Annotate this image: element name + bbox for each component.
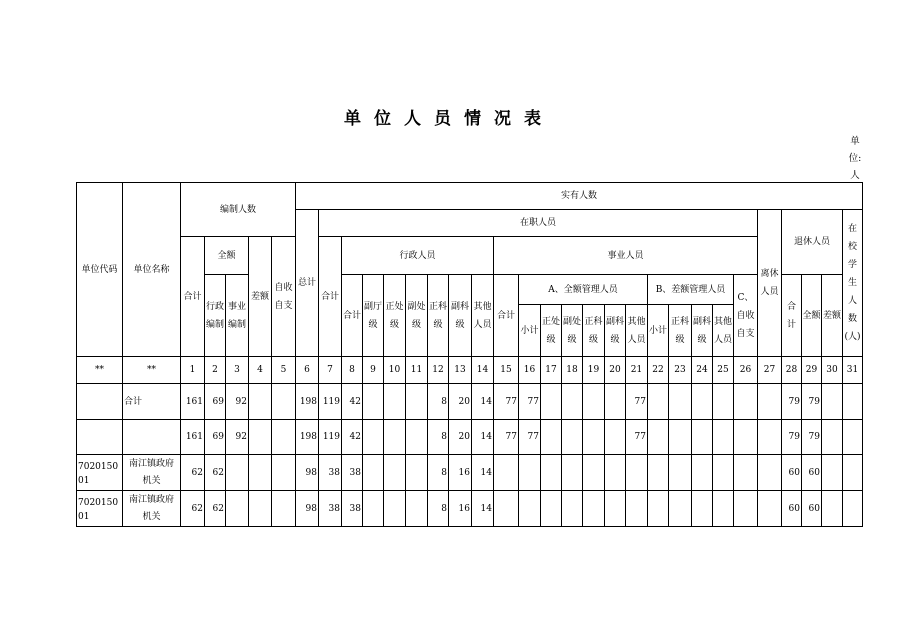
value-cell: 62 (205, 491, 226, 527)
value-cell: 38 (342, 491, 363, 527)
value-cell (272, 384, 296, 420)
header-tx-chae: 差额 (822, 275, 843, 357)
value-cell (822, 455, 843, 491)
value-cell (562, 491, 583, 527)
header-unit-name: 单位名称 (123, 183, 181, 357)
value-cell: 16 (449, 491, 472, 527)
value-cell (249, 384, 272, 420)
header-xingzheng: 行政人员 (342, 237, 494, 275)
value-cell: 79 (782, 420, 802, 455)
value-cell: 79 (802, 384, 822, 420)
value-cell (494, 491, 519, 527)
value-cell: 69 (205, 420, 226, 455)
value-cell (648, 491, 669, 527)
value-cell (583, 384, 605, 420)
value-cell (562, 455, 583, 491)
value-cell: 77 (519, 420, 541, 455)
value-cell (384, 384, 406, 420)
index-cell: ** (77, 357, 123, 384)
value-cell (406, 455, 428, 491)
header-zaixiao: 在校学生人数(人) (843, 210, 863, 357)
value-cell (363, 455, 384, 491)
header-zishou: 自收自支 (272, 237, 296, 357)
header-quane: 全额 (205, 237, 249, 275)
value-cell (272, 491, 296, 527)
value-cell (384, 455, 406, 491)
value-cell (669, 455, 692, 491)
header-zz-heji: 合计 (319, 237, 342, 357)
value-cell (406, 384, 428, 420)
value-cell (648, 384, 669, 420)
value-cell (226, 491, 249, 527)
value-cell (758, 455, 782, 491)
value-cell: 14 (472, 491, 494, 527)
header-fuke: 副科级 (449, 275, 472, 357)
value-cell: 98 (296, 455, 319, 491)
value-cell (758, 384, 782, 420)
value-cell: 8 (428, 384, 449, 420)
value-cell: 198 (296, 420, 319, 455)
value-cell: 38 (319, 455, 342, 491)
value-cell: 198 (296, 384, 319, 420)
value-cell (406, 420, 428, 455)
value-cell (843, 420, 863, 455)
header-zongji: 总计 (296, 210, 319, 357)
index-cell: 11 (406, 357, 428, 384)
value-cell (734, 491, 758, 527)
value-cell (692, 455, 713, 491)
index-cell: 29 (802, 357, 822, 384)
value-cell (713, 420, 734, 455)
value-cell: 60 (782, 491, 802, 527)
value-cell (249, 420, 272, 455)
value-cell: 77 (519, 384, 541, 420)
value-cell: 77 (626, 384, 648, 420)
value-cell: 14 (472, 420, 494, 455)
value-cell (669, 420, 692, 455)
value-cell: 8 (428, 455, 449, 491)
value-cell: 16 (449, 455, 472, 491)
table-row (77, 384, 863, 420)
value-cell: 8 (428, 420, 449, 455)
value-cell: 92 (226, 420, 249, 455)
value-cell (583, 420, 605, 455)
value-cell (605, 455, 626, 491)
header-a-xiaoji: 小计 (519, 305, 541, 357)
value-cell: 60 (802, 491, 822, 527)
index-cell: 26 (734, 357, 758, 384)
value-cell: 77 (494, 420, 519, 455)
header-zhengke: 正科级 (428, 275, 449, 357)
index-cell: 10 (384, 357, 406, 384)
value-cell: 14 (472, 384, 494, 420)
value-cell: 161 (181, 420, 205, 455)
unit-name-cell: 南江镇政府机关 (123, 491, 181, 527)
index-cell: 28 (782, 357, 802, 384)
table-row (77, 491, 863, 527)
header-unit-code: 单位代码 (77, 183, 123, 357)
value-cell (669, 491, 692, 527)
index-cell: 27 (758, 357, 782, 384)
value-cell (822, 384, 843, 420)
index-cell: 8 (342, 357, 363, 384)
value-cell (734, 420, 758, 455)
value-cell (692, 491, 713, 527)
header-b-xiaoji: 小计 (648, 305, 669, 357)
index-cell: 17 (541, 357, 562, 384)
index-cell: 9 (363, 357, 384, 384)
unit-code-cell (77, 420, 123, 455)
value-cell (249, 455, 272, 491)
unit-label: 单位:人 (848, 136, 862, 181)
header-a-zhengke: 正科级 (583, 305, 605, 357)
value-cell: 60 (802, 455, 822, 491)
value-cell (669, 384, 692, 420)
index-cell: 6 (296, 357, 319, 384)
value-cell: 38 (342, 455, 363, 491)
index-cell: 1 (181, 357, 205, 384)
index-cell: 5 (272, 357, 296, 384)
value-cell: 69 (205, 384, 226, 420)
header-tx-quane: 全额 (802, 275, 822, 357)
value-cell (226, 455, 249, 491)
value-cell: 119 (319, 420, 342, 455)
index-cell: 19 (583, 357, 605, 384)
value-cell: 42 (342, 384, 363, 420)
page-title: 单位人员情况表 (344, 109, 554, 129)
value-cell: 92 (226, 384, 249, 420)
value-cell (519, 491, 541, 527)
index-cell: ** (123, 357, 181, 384)
header-b-fuke: 副科级 (692, 305, 713, 357)
index-cell: 13 (449, 357, 472, 384)
index-cell: 20 (605, 357, 626, 384)
index-cell: 18 (562, 357, 583, 384)
value-cell (692, 420, 713, 455)
value-cell (406, 491, 428, 527)
header-fuchu: 副处级 (406, 275, 428, 357)
unit-code-cell: 702015001 (77, 455, 123, 491)
value-cell: 60 (782, 455, 802, 491)
unit-name-cell: 合计 (123, 384, 181, 420)
value-cell: 8 (428, 491, 449, 527)
header-xz-bianzhi: 行政编制 (205, 275, 226, 357)
value-cell (843, 384, 863, 420)
index-cell: 7 (319, 357, 342, 384)
value-cell (605, 491, 626, 527)
value-cell (605, 420, 626, 455)
header-qita-xz: 其他人员 (472, 275, 494, 357)
value-cell (692, 384, 713, 420)
index-cell: 3 (226, 357, 249, 384)
index-cell: 12 (428, 357, 449, 384)
value-cell (519, 455, 541, 491)
value-cell (843, 491, 863, 527)
header-sy-bianzhi: 事业编制 (226, 275, 249, 357)
header-xz-heji: 合计 (342, 275, 363, 357)
value-cell (734, 384, 758, 420)
value-cell (648, 420, 669, 455)
table-row (77, 420, 863, 455)
header-sy-heji: 合计 (494, 275, 519, 357)
index-cell: 16 (519, 357, 541, 384)
value-cell: 79 (802, 420, 822, 455)
value-cell (541, 455, 562, 491)
value-cell: 161 (181, 384, 205, 420)
header-a-qita: 其他人员 (626, 305, 648, 357)
header-futing: 副厅级 (363, 275, 384, 357)
value-cell (562, 384, 583, 420)
value-cell: 42 (342, 420, 363, 455)
index-cell: 24 (692, 357, 713, 384)
value-cell (713, 384, 734, 420)
value-cell (626, 491, 648, 527)
header-lixiu: 离休人员 (758, 210, 782, 357)
unit-name-cell (123, 420, 181, 455)
index-cell: 2 (205, 357, 226, 384)
value-cell: 119 (319, 384, 342, 420)
value-cell: 62 (181, 455, 205, 491)
value-cell (272, 455, 296, 491)
index-cell: 23 (669, 357, 692, 384)
value-cell (758, 420, 782, 455)
value-cell (713, 491, 734, 527)
value-cell (249, 491, 272, 527)
header-tx-heji: 合计 (782, 275, 802, 357)
value-cell: 79 (782, 384, 802, 420)
header-tuixiu: 退休人员 (782, 210, 843, 275)
index-cell: 21 (626, 357, 648, 384)
index-cell: 25 (713, 357, 734, 384)
value-cell: 14 (472, 455, 494, 491)
personnel-table (76, 182, 863, 527)
value-cell: 20 (449, 384, 472, 420)
value-cell (605, 384, 626, 420)
value-cell (384, 491, 406, 527)
header-a-fuke: 副科级 (605, 305, 626, 357)
header-chae: 差额 (249, 237, 272, 357)
value-cell (562, 420, 583, 455)
value-cell: 62 (181, 491, 205, 527)
index-cell: 14 (472, 357, 494, 384)
value-cell (494, 455, 519, 491)
value-cell (384, 420, 406, 455)
value-cell (648, 455, 669, 491)
value-cell (734, 455, 758, 491)
value-cell (363, 384, 384, 420)
value-cell (363, 491, 384, 527)
value-cell: 20 (449, 420, 472, 455)
value-cell (713, 455, 734, 491)
value-cell (626, 455, 648, 491)
value-cell (541, 420, 562, 455)
header-shiye: 事业人员 (494, 237, 758, 275)
unit-code-cell (77, 384, 123, 420)
value-cell: 77 (626, 420, 648, 455)
header-bianzhi: 编制人数 (181, 183, 296, 237)
value-cell (272, 420, 296, 455)
header-b-zhengke: 正科级 (669, 305, 692, 357)
value-cell (758, 491, 782, 527)
value-cell (843, 455, 863, 491)
unit-code-cell: 702015001 (77, 491, 123, 527)
unit-name-cell: 南江镇政府机关 (123, 455, 181, 491)
value-cell (583, 455, 605, 491)
index-cell: 15 (494, 357, 519, 384)
header-a-fuchu: 副处级 (562, 305, 583, 357)
header-a-group: A、全额管理人员 (519, 275, 648, 305)
value-cell: 38 (319, 491, 342, 527)
index-cell: 22 (648, 357, 669, 384)
index-cell: 30 (822, 357, 843, 384)
header-c-group: C、自收自支 (734, 275, 758, 357)
value-cell: 62 (205, 455, 226, 491)
header-zhengchu: 正处级 (384, 275, 406, 357)
index-row (77, 357, 863, 384)
index-cell: 31 (843, 357, 863, 384)
value-cell (822, 420, 843, 455)
header-shiyou: 实有人数 (296, 183, 863, 210)
value-cell (541, 384, 562, 420)
value-cell: 98 (296, 491, 319, 527)
value-cell: 77 (494, 384, 519, 420)
value-cell (363, 420, 384, 455)
value-cell (583, 491, 605, 527)
header-bz-heji: 合计 (181, 237, 205, 357)
header-a-zhengchu: 正处级 (541, 305, 562, 357)
value-cell (822, 491, 843, 527)
header-zaizhi: 在职人员 (319, 210, 758, 237)
header-b-qita: 其他人员 (713, 305, 734, 357)
index-cell: 4 (249, 357, 272, 384)
table-row (77, 455, 863, 491)
header-b-group: B、差额管理人员 (648, 275, 734, 305)
value-cell (541, 491, 562, 527)
